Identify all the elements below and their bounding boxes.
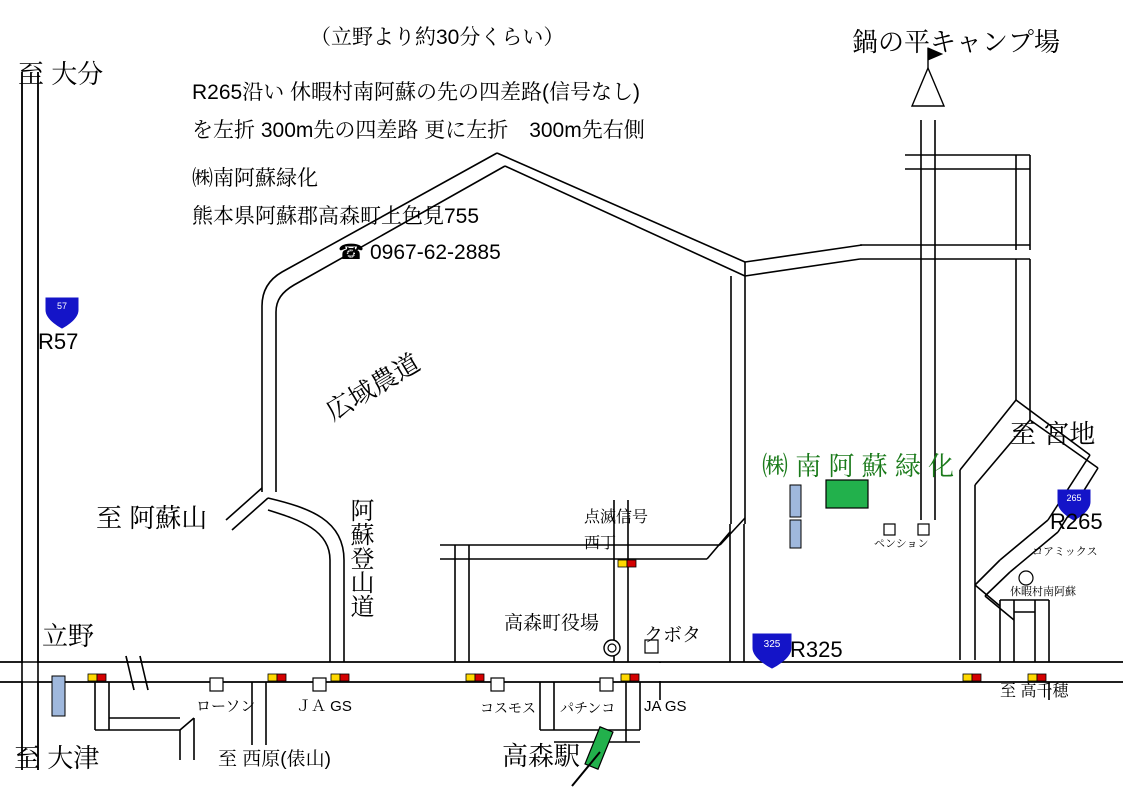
label-cosmos: コスモス [480,700,536,716]
label-nishichou: 西丁 [584,535,617,552]
svg-text:325: 325 [763,639,781,650]
svg-text:57: 57 [56,301,68,311]
company-address: 熊本県阿蘇郡高森町上色見755 [192,205,480,228]
label-townhall: 高森町役場 [504,613,600,634]
label-to-ozu: 至 大津 [14,743,100,773]
direction-line-2: を左折 300m先の四差路 更に左折 300m先右側 [192,119,645,142]
label-coamix: コアミックス [1032,546,1098,558]
label-to-miyaji: 至 宮地 [1010,419,1096,449]
label-to-asosan: 至 阿蘇山 [96,503,208,533]
label-station: 高森駅 [502,741,581,771]
label-pachinko: パチンコ [560,700,616,716]
svg-text:265: 265 [1066,493,1082,503]
note-time: （立野より約30分くらい） [310,26,565,49]
route-shield-r57 [46,298,78,328]
label-to-takachiho: 至 高千穂 [1000,683,1069,700]
route-shield-r325 [753,634,791,668]
label-ja-gs-2: JA GS [644,698,687,715]
label-lawson: ローソン [196,698,256,715]
label-to-nishihara: 至 西原(俵山) [218,749,331,770]
label-pension: ペンション [874,538,929,550]
label-ja-gs-1: ＪＡ GS [296,698,352,715]
direction-line-1: R265沿い 休暇村南阿蘇の先の四差路(信号なし) [192,81,641,104]
label-aso-tozandou: 阿蘇登山道 [346,498,373,618]
label-r57: R57 [38,329,79,354]
label-tateno: 立野 [42,621,95,651]
river-marker [52,676,65,716]
label-kouiki-noudou: 広域農道 [320,347,426,427]
label-r265: R265 [1050,509,1103,534]
label-kyuukamura: 休暇村南阿蘇 [1010,586,1076,598]
company-building-marker [826,480,868,508]
company-name: ㈱南阿蘇緑化 [192,167,318,190]
label-company-marker: ㈱ 南 阿 蘇 緑 化 [762,451,955,481]
label-r325: R325 [790,637,843,662]
label-camp: 鍋の平キャンプ場 [852,27,1061,57]
label-signal: 点滅信号 [584,509,649,526]
company-phone: ☎ 0967-62-2885 [338,241,501,264]
label-to-oita: 至 大分 [18,59,104,89]
label-kubota: クボタ [644,625,702,646]
